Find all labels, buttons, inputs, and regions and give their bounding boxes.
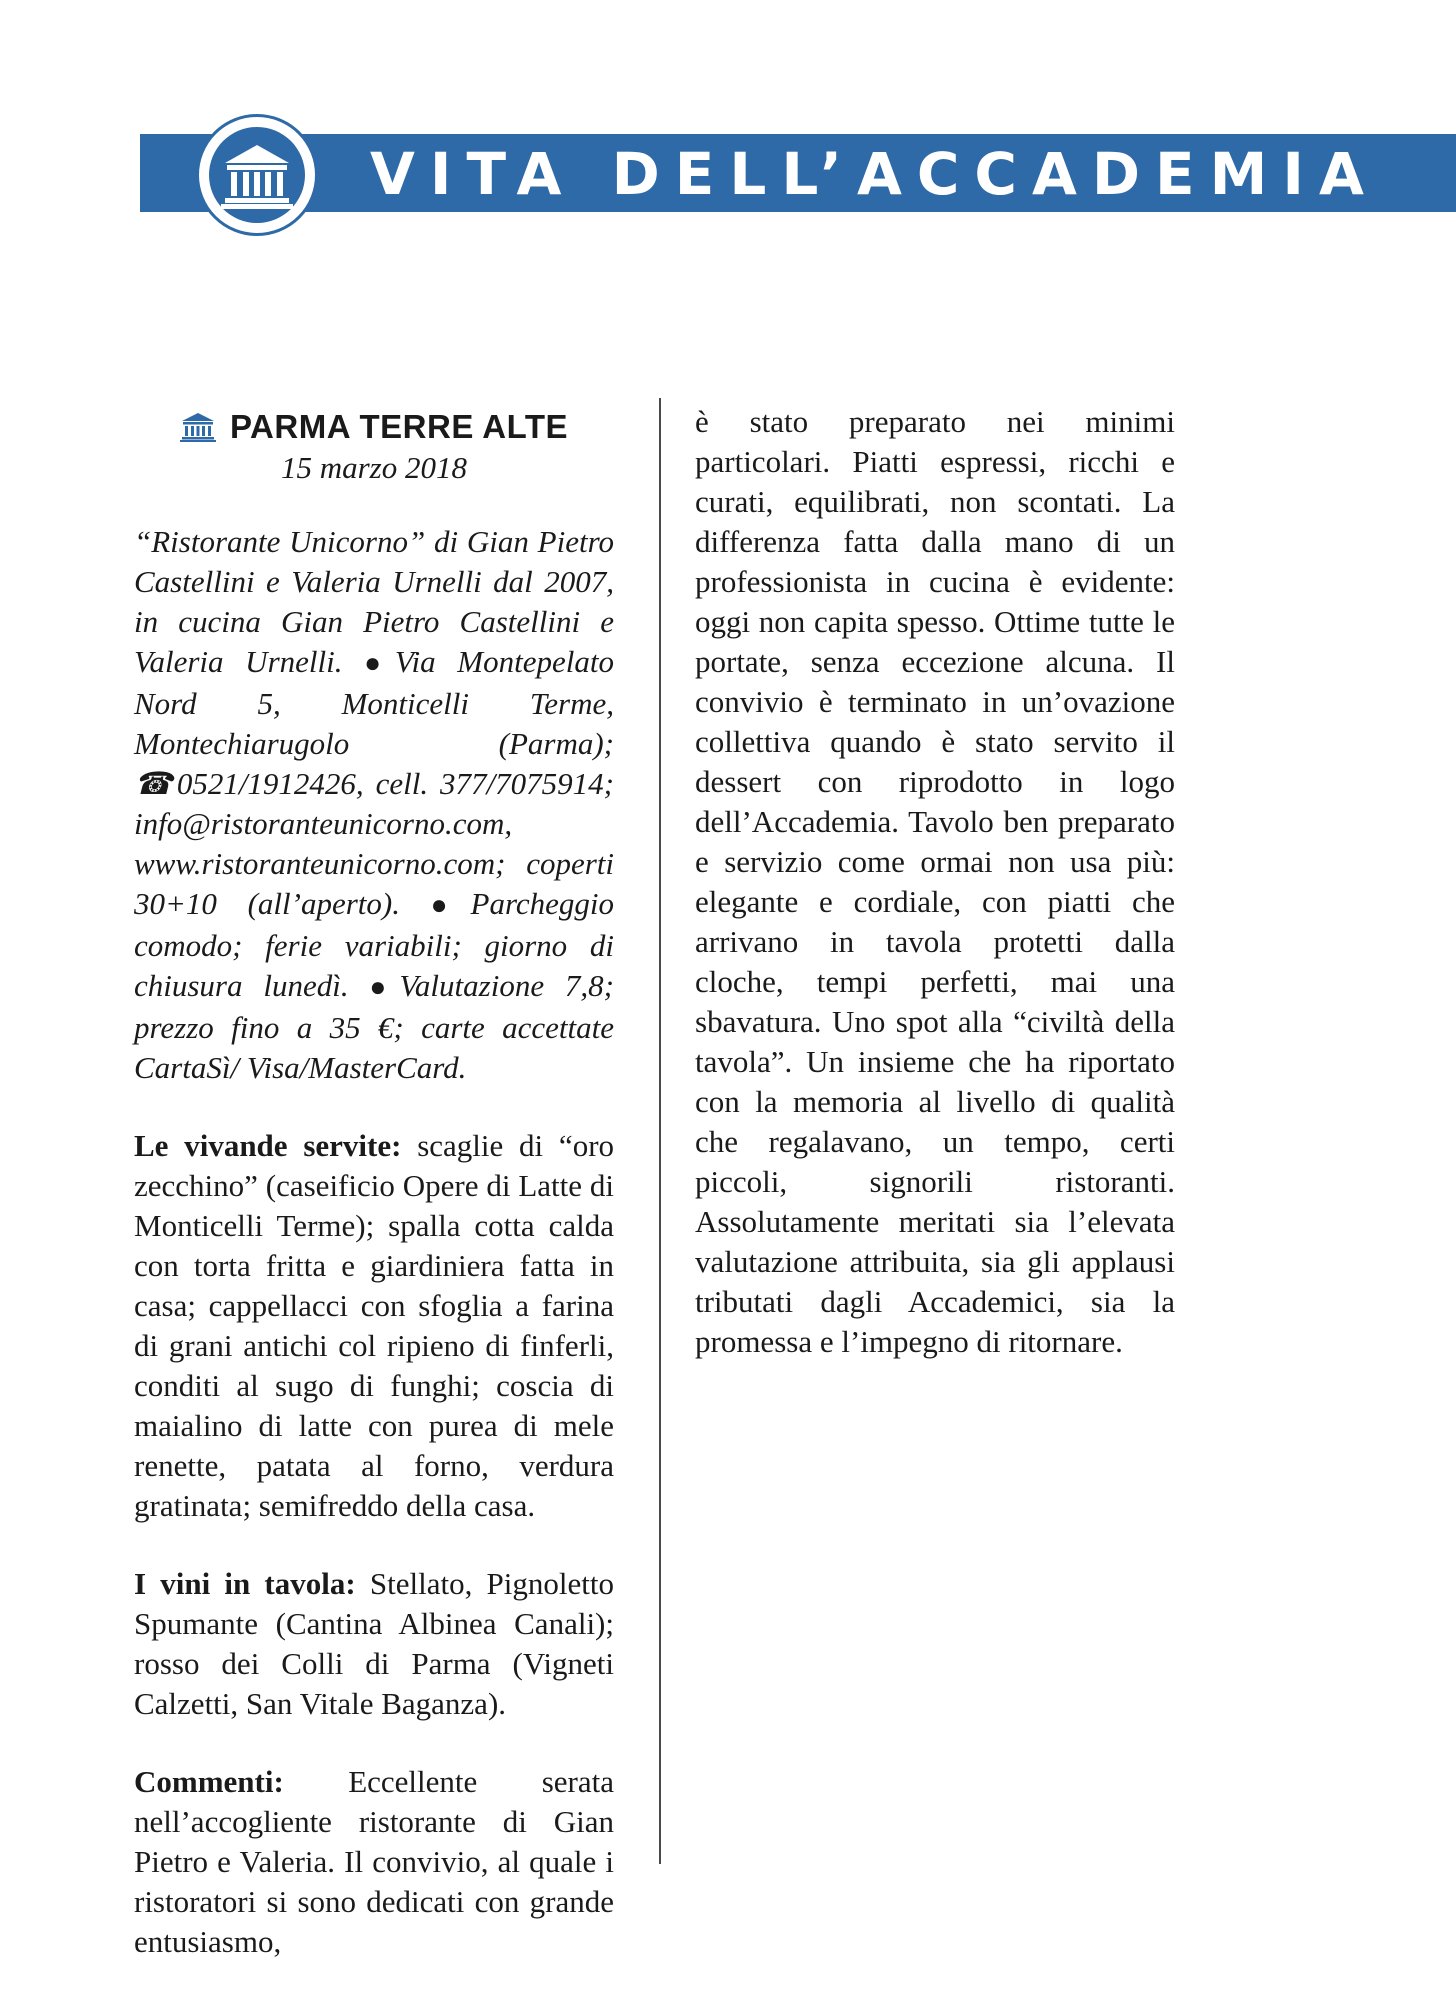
vini-paragraph	[134, 1564, 614, 1724]
restaurant-info	[134, 522, 614, 1088]
bullet-icon: ●	[430, 890, 471, 921]
temple-icon	[180, 412, 216, 442]
temple-icon	[221, 141, 293, 211]
vivande-paragraph	[134, 1126, 614, 1526]
vini-text: Stellato, Pignoletto Spumante (Cantina Albinea Canali); rosso dei Colli di Parma (Vigneti Calzetti, San Vitale Baganza).	[134, 1566, 614, 1721]
accademia-logo	[196, 114, 318, 236]
section-title: VITA DELL’ACCADEMIA	[370, 140, 1379, 208]
article-heading	[134, 408, 614, 446]
commenti-continuation: è stato preparato nei minimi particolari. Piatti espressi, ricchi e curati, equilibrati, non scontati. La differenza fatta dalla mano di un professionista in cucina è evidente: oggi non capita spesso. Ottime tutte le portate, senza eccezione alcuna. Il convivio è terminato in un’ovazione collettiva quando è stato servito il dessert con riprodotto in logo dell’Accademia. Tavolo ben preparato e servizio come ormai non usa più: elegante e cordiale, con piatti che arrivano in tavola protetti dalla cloche, tempi perfetti, mai una sbavatura. Uno spot alla “civiltà della tavola”. Un insieme che ha riportato con la memoria al livello di qualità che regalavano, un tempo, certi piccoli, signorili ristoranti. Assolutamente meritati sia l’elevata valutazione attribuita, sia gli applausi tributati dagli Accademici, sia la promessa e l’impegno di ritornare.	[695, 404, 1175, 1359]
info-text: “Ristorante Unicorno” di Gian Pietro Castellini e Valeria Urnelli dal 2007, in cucina Gian Pietro Castellini e Valeria Urnelli.	[134, 524, 614, 679]
commenti-label: Commenti:	[134, 1764, 284, 1799]
vini-label: I vini in tavola:	[134, 1566, 356, 1601]
column-divider	[659, 398, 661, 1864]
info-address: Via Montepelato Nord 5, Monticelli Terme, Montechiarugolo (Parma);	[134, 644, 614, 761]
info-services: Parcheggio comodo; ferie variabili; giorno di chiusura lunedì.	[134, 886, 614, 1003]
article-date: 15 marzo 2018	[280, 450, 467, 485]
vivande-label: Le vivande servite:	[134, 1128, 402, 1163]
vivande-text: scaglie di “oro zecchino” (caseificio Opere di Latte di Monticelli Terme); spalla cotta calda con torta fritta e giardiniera fatta in casa; cappellacci con sfoglia a farina di grani antichi col ripieno di finferli, conditi al sugo di funghi; coscia di maialino di latte con purea di mele renette, patata al forno, verdura gratinata; semifreddo della casa.	[134, 1128, 615, 1523]
commenti-text: Eccellente serata nell’accogliente ristorante di Gian Pietro e Valeria. Il convivio, al quale i ristoratori si sono dedicati con grande entusiasmo,	[134, 1764, 614, 1959]
info-rating: Valutazione 7,8; prezzo fino a 35 €; carte accettate CartaSì/ Visa/MasterCard.	[134, 968, 614, 1085]
phone-icon: ☎	[134, 766, 177, 801]
info-contacts: 0521/1912426, cell. 377/7075914; info@ristoranteunicorno.com, www.ristoranteunicorno.com; coperti 30+10 (all’aperto).	[134, 766, 614, 921]
article-left-column	[134, 408, 614, 1962]
bullet-icon: ●	[364, 648, 395, 679]
location-title: PARMA TERRE ALTE	[230, 408, 568, 445]
bullet-icon: ●	[369, 972, 400, 1003]
commenti-paragraph	[134, 1762, 614, 1962]
article-right-column	[695, 402, 1175, 1362]
